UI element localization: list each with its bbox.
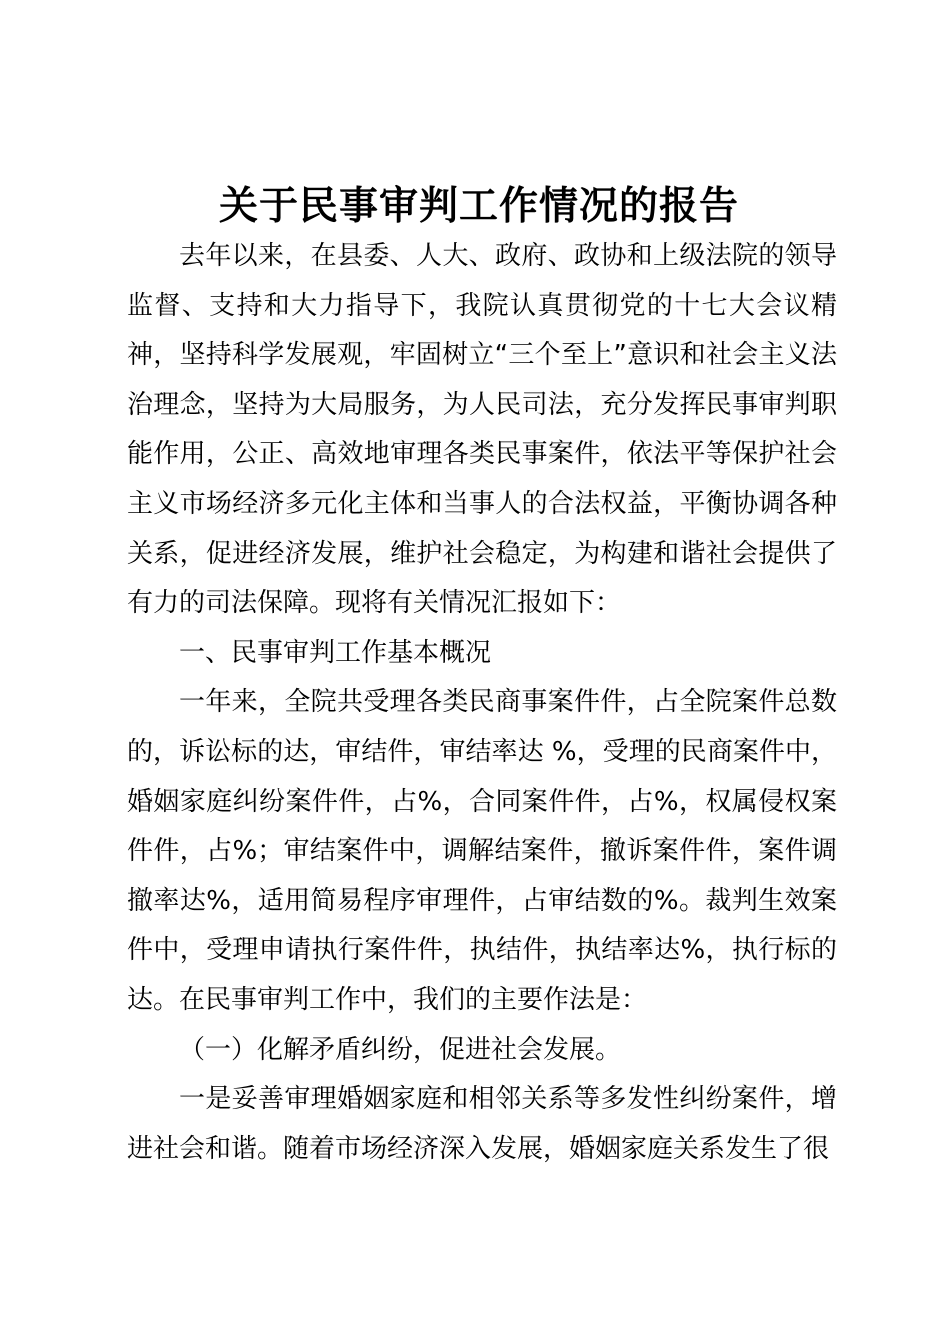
- subsection-heading: （一）化解矛盾纠纷，促进社会发展。: [179, 1034, 622, 1065]
- document-body: [127, 232, 837, 1174]
- intro-paragraph: 去年以来，在县委、人大、政府、政协和上级法院的领导监督、支持和大力指导下，我院认真贯彻党的十七大会议精神，坚持科学发展观，牢固树立“三个至上”意识和社会主义法治理念，坚持为大局服务，为人民司法，充分发挥民事审判职能作用，公正、高效地审理各类民事案件，依法平等保护社会主义市场经济多元化主体和当事人的合法权益，平衡协调各种关系，促进经济发展，维护社会稳定，为构建和谐社会提供了有力的司法保障。现将有关情况汇报如下：: [127, 241, 837, 619]
- document-title: 关于民事审判工作情况的报告: [218, 183, 739, 229]
- overview-paragraph: 一年来，全院共受理各类民商事案件件，占全院案件总数的，诉讼标的达，审结件，审结率达 %，受理的民商案件中，婚姻家庭纠纷案件件，占%，合同案件件，占%，权属侵权案件件，占%；审结案件中，调解结案件，撤诉案件件，案件调撤率达%，适用简易程序审理件，占审结数的%。裁判生效案件中，受理申请执行案件件，执结件，执结率达%，执行标的达。在民事审判工作中，我们的主要作法是：: [127, 687, 837, 1015]
- detail-paragraph: 一是妥善审理婚姻家庭和相邻关系等多发性纠纷案件，增进社会和谐。随着市场经济深入发展，婚姻家庭关系发生了很: [127, 1084, 837, 1164]
- section-heading: 一、民事审判工作基本概况: [179, 637, 492, 668]
